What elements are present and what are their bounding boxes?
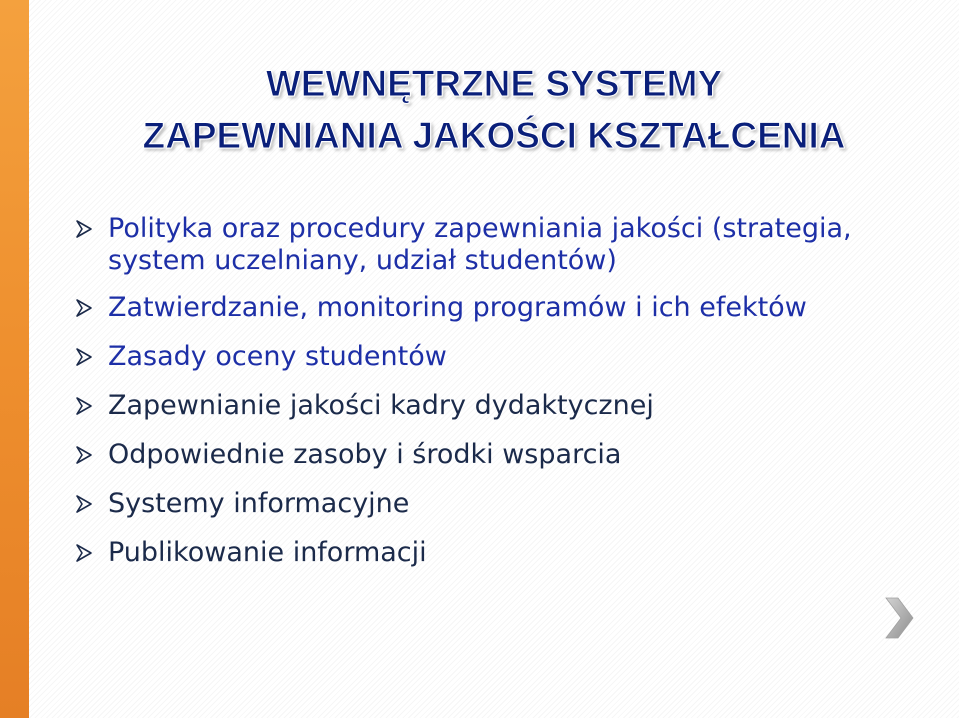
bullet-item: [70, 439, 940, 471]
bullet-text: Zasady oceny studentów: [108, 341, 447, 372]
slide-title: [29, 58, 959, 162]
slide-title-line-1: WEWNĘTRZNE SYSTEMY: [265, 63, 723, 104]
arrowhead-bullet-icon: [74, 219, 94, 239]
bullet-item: [70, 213, 940, 277]
bullet-item: [70, 488, 940, 520]
bullet-text: Publikowanie informacji: [108, 537, 427, 568]
arrowhead-bullet-icon: [74, 494, 94, 514]
bullet-text: Polityka oraz procedury zapewniania jakości (strategia, system uczelniany, udział studentów): [108, 213, 852, 276]
bullet-item: [70, 292, 940, 324]
bullet-text: Zatwierdzanie, monitoring programów i ich efektów: [108, 292, 807, 323]
arrowhead-bullet-icon: [74, 543, 94, 563]
arrowhead-bullet-icon: [74, 347, 94, 367]
next-slide-chevron-icon[interactable]: [882, 596, 916, 640]
arrowhead-bullet-icon: [74, 445, 94, 465]
bullet-text: Systemy informacyjne: [108, 488, 410, 519]
arrowhead-bullet-icon: [74, 298, 94, 318]
bullet-text: Zapewnianie jakości kadry dydaktycznej: [108, 390, 654, 421]
orange-side-bar: [0, 0, 29, 718]
bullet-item: [70, 341, 940, 373]
bullet-item: [70, 537, 940, 569]
bullet-list: [70, 213, 940, 586]
bullet-item: [70, 390, 940, 422]
bullet-text: Odpowiednie zasoby i środki wsparcia: [108, 439, 622, 470]
slide-title-line-2: ZAPEWNIANIA JAKOŚCI KSZTAŁCENIA: [142, 115, 846, 156]
arrowhead-bullet-icon: [74, 396, 94, 416]
